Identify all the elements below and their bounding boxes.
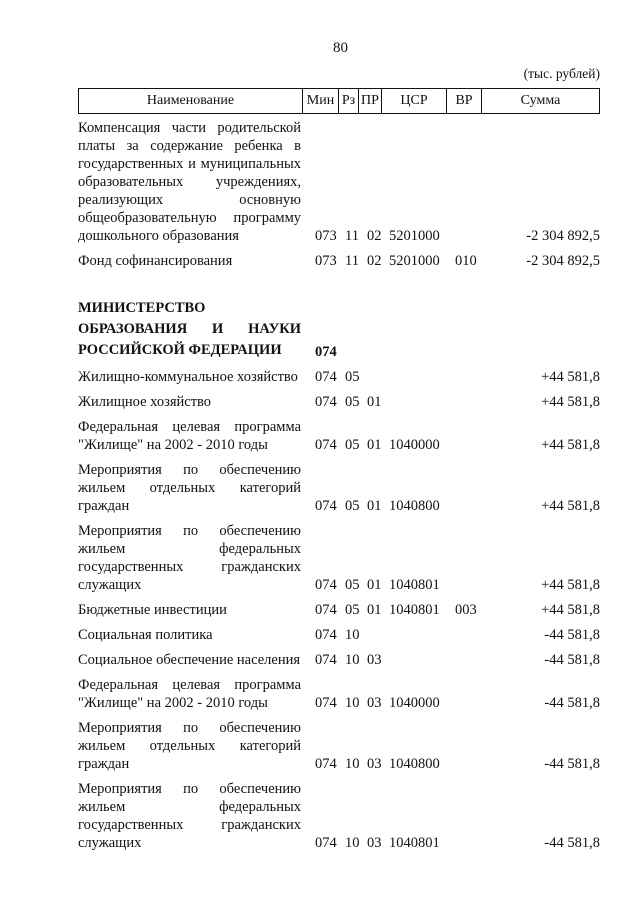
row-vr: 010: [455, 253, 477, 269]
row-rz: 10: [345, 695, 360, 711]
row-min: 074: [315, 627, 337, 643]
row-rz: 10: [345, 756, 360, 772]
row-pr: 03: [367, 695, 382, 711]
row-sum: -2 304 892,5: [526, 253, 600, 269]
row-pr: 01: [367, 437, 382, 453]
table-row: [78, 676, 600, 712]
row-name: Мероприятия по обеспечению жильем федеральных государственных гражданских служащих: [78, 781, 301, 851]
table-row: [78, 719, 600, 773]
table-row: [78, 252, 600, 270]
row-csr: 1040801: [389, 577, 440, 593]
row-pr: 01: [367, 394, 382, 410]
table-row: [78, 393, 600, 411]
row-min: 074: [315, 498, 337, 514]
table-row: [78, 461, 600, 515]
row-sum: -44 581,8: [544, 627, 600, 643]
table-row: [78, 626, 600, 644]
row-name: Социальная политика: [78, 627, 213, 643]
row-sum: -2 304 892,5: [526, 228, 600, 244]
row-name: Жилищно-коммунальное хозяйство: [78, 369, 298, 385]
row-pr: 01: [367, 577, 382, 593]
row-rz: 05: [345, 369, 360, 385]
row-pr: 03: [367, 756, 382, 772]
row-min: 074: [315, 344, 337, 360]
row-sum: +44 581,8: [541, 577, 600, 593]
row-name: Социальное обеспечение населения: [78, 652, 301, 668]
row-name: Фонд софинансирования: [78, 253, 233, 269]
row-sum: +44 581,8: [541, 498, 600, 514]
row-pr: 01: [367, 498, 382, 514]
table-row: [78, 601, 600, 619]
row-sum: +44 581,8: [541, 437, 600, 453]
row-pr: 02: [367, 228, 382, 244]
table-row: [78, 780, 600, 852]
row-sum: +44 581,8: [541, 602, 600, 618]
row-name: Компенсация части родительской платы за содержание ребенка в государственных и муниципальных образовательных учреждениях, реализующих основную общеобразовательную программу дошкольного образования: [78, 120, 301, 244]
row-min: 073: [315, 253, 337, 269]
row-sum: -44 581,8: [544, 652, 600, 668]
row-min: 074: [315, 756, 337, 772]
row-name: Федеральная целевая программа "Жилище" на 2002 - 2010 годы: [78, 419, 301, 453]
table-body: [78, 119, 600, 859]
table-row-ministry: [78, 298, 600, 361]
row-min: 074: [315, 652, 337, 668]
row-rz: 05: [345, 498, 360, 514]
row-name: Мероприятия по обеспечению жильем отдельных категорий граждан: [78, 462, 301, 514]
header-pr: ПР: [359, 89, 382, 114]
row-min: 074: [315, 437, 337, 453]
row-rz: 11: [345, 228, 359, 244]
row-csr: 5201000: [389, 228, 440, 244]
row-rz: 05: [345, 577, 360, 593]
row-name: Мероприятия по обеспечению жильем федеральных государственных гражданских служащих: [78, 523, 301, 593]
row-rz: 05: [345, 437, 360, 453]
row-rz: 10: [345, 835, 360, 851]
row-min: 074: [315, 835, 337, 851]
header-min: Мин: [303, 89, 339, 114]
row-sum: +44 581,8: [541, 394, 600, 410]
row-rz: 05: [345, 394, 360, 410]
row-name: Мероприятия по обеспечению жильем отдельных категорий граждан: [78, 720, 301, 772]
row-pr: 01: [367, 602, 382, 618]
row-csr: 1040000: [389, 695, 440, 711]
row-csr: 5201000: [389, 253, 440, 269]
row-sum: +44 581,8: [541, 369, 600, 385]
row-pr: 03: [367, 652, 382, 668]
row-csr: 1040801: [389, 602, 440, 618]
row-min: 074: [315, 602, 337, 618]
row-sum: -44 581,8: [544, 756, 600, 772]
row-min: 074: [315, 695, 337, 711]
row-min: 074: [315, 577, 337, 593]
row-name: Бюджетные инвестиции: [78, 602, 227, 618]
row-rz: 11: [345, 253, 359, 269]
row-sum: -44 581,8: [544, 695, 600, 711]
row-csr: 1040800: [389, 756, 440, 772]
row-name: Федеральная целевая программа "Жилище" на 2002 - 2010 годы: [78, 677, 301, 711]
row-rz: 10: [345, 627, 360, 643]
row-csr: 1040000: [389, 437, 440, 453]
table-header: [78, 88, 600, 114]
table-row: [78, 418, 600, 454]
row-pr: 02: [367, 253, 382, 269]
row-rz: 10: [345, 652, 360, 668]
row-min: 074: [315, 369, 337, 385]
header-vr: ВР: [447, 89, 482, 114]
table-row: [78, 522, 600, 594]
table-row: [78, 119, 600, 245]
row-csr: 1040801: [389, 835, 440, 851]
row-name: Жилищное хозяйство: [78, 394, 212, 410]
row-rz: 05: [345, 602, 360, 618]
header-name: Наименование: [79, 89, 303, 114]
header-sum: Сумма: [482, 89, 600, 114]
header-csr: ЦСР: [382, 89, 447, 114]
row-vr: 003: [455, 602, 477, 618]
row-min: 074: [315, 394, 337, 410]
table-row: [78, 368, 600, 386]
row-csr: 1040800: [389, 498, 440, 514]
row-pr: 03: [367, 835, 382, 851]
row-sum: -44 581,8: [544, 835, 600, 851]
page-number: 80: [333, 40, 348, 56]
ministry-name: МИНИСТЕРСТВО ОБРАЗОВАНИЯ И НАУКИ РОССИЙСКОЙ ФЕДЕРАЦИИ: [78, 300, 301, 358]
table-row: [78, 651, 600, 669]
row-min: 073: [315, 228, 337, 244]
units-label: (тыс. рублей): [523, 66, 600, 81]
header-rz: Рз: [339, 89, 359, 114]
